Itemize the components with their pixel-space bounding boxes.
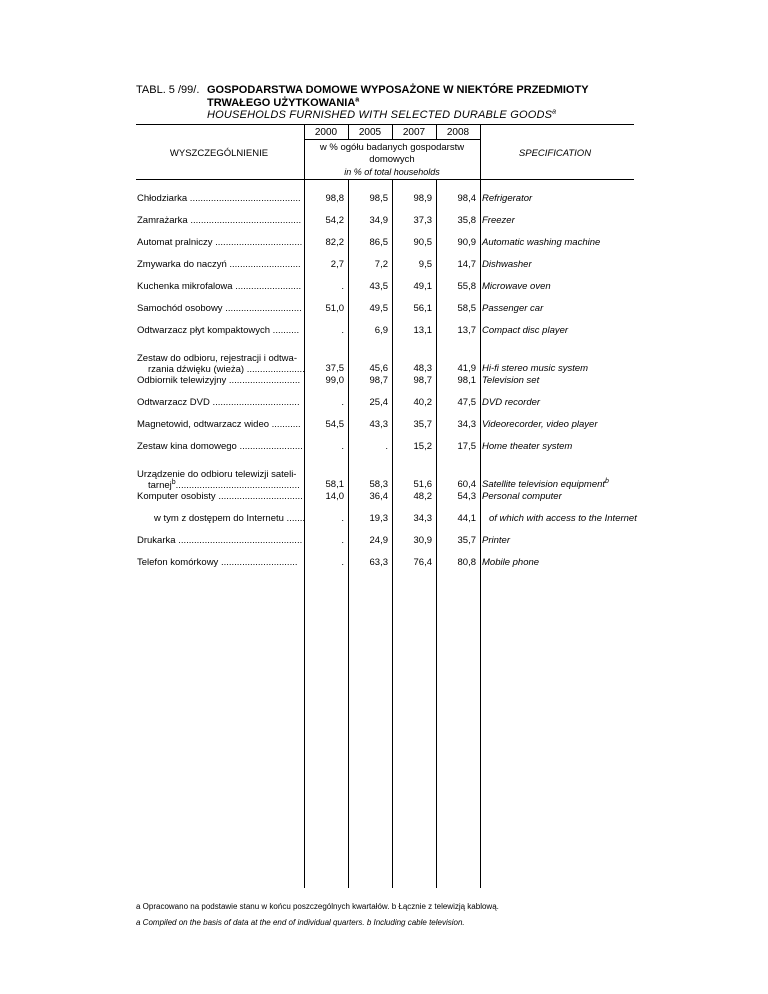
footnote-ref-b: b [171, 478, 176, 486]
row-label-english [482, 375, 539, 386]
row-label-line [137, 480, 300, 491]
cell-value-2008: 35,8 [457, 215, 476, 226]
row-label-english [482, 281, 551, 292]
cell-value-2000: 54,2 [325, 215, 344, 226]
row-label-english-text: Printer [482, 535, 510, 546]
table-title-english [207, 109, 556, 121]
cell-value-2005: 36,4 [369, 491, 388, 502]
row-label-english-text: Home theater system [482, 441, 573, 452]
row-label-polish [137, 281, 300, 292]
header-top-rule [136, 124, 634, 125]
row-label-polish [137, 375, 300, 386]
cell-value-2008: 44,1 [457, 513, 476, 524]
row-label-english [482, 237, 600, 248]
cell-value-2000: 14,0 [325, 491, 344, 502]
row-label-english-text: of which with access to the Internet [489, 513, 637, 524]
row-label-polish [137, 303, 300, 314]
cell-value-2005: 98,5 [369, 193, 388, 204]
cell-value-2000: . [341, 513, 344, 524]
cell-value-2005: 86,5 [369, 237, 388, 248]
row-label-english-text: Dishwasher [482, 259, 532, 270]
year-header: 2007 [402, 127, 426, 138]
cell-value-2008: 60,4 [457, 479, 476, 490]
cell-value-2008: 55,8 [457, 281, 476, 292]
column-rule-2 [348, 179, 349, 888]
row-label-polish [137, 469, 300, 491]
years-rule [304, 139, 480, 140]
row-label-english-text: Satellite television equipment [482, 479, 606, 490]
row-label-english [482, 193, 532, 204]
column-rule-1 [304, 124, 305, 888]
row-label-line: Komputer osobisty ................................ [137, 491, 303, 502]
row-label-line: Odtwarzacz płyt kompaktowych .......... [137, 325, 300, 336]
row-label-english [482, 491, 562, 502]
row-label-polish [137, 491, 303, 502]
cell-value-2000: 98,8 [325, 193, 344, 204]
cell-value-2000: . [341, 535, 344, 546]
row-label-line: w tym z dostępem do Internetu ....... [154, 513, 306, 524]
cell-value-2005: 6,9 [374, 325, 388, 336]
row-label-english [482, 363, 588, 374]
row-label-line: Zestaw do odbioru, rejestracji i odtwa- [137, 353, 297, 364]
row-label-english-text: Mobile phone [482, 557, 540, 568]
specification-header-english: SPECIFICATION [518, 148, 592, 159]
cell-value-2000: . [341, 441, 344, 452]
table-title-polish [207, 84, 627, 110]
row-label-english-text: Automatic washing machine [482, 237, 601, 248]
cell-value-2008: 58,5 [457, 303, 476, 314]
row-label-english [482, 557, 539, 568]
footnote-ref-a-en: a [552, 108, 557, 116]
cell-value-2005: 25,4 [369, 397, 388, 408]
row-label-english [482, 419, 597, 430]
row-label-english-text: Television set [482, 375, 540, 386]
cell-value-2005: 49,5 [369, 303, 388, 314]
cell-value-2005: 43,3 [369, 419, 388, 430]
cell-value-2007: 37,3 [413, 215, 432, 226]
cell-value-2008: 98,4 [457, 193, 476, 204]
cell-value-2007: 98,7 [413, 375, 432, 386]
cell-value-2007: 48,3 [413, 363, 432, 374]
header-bottom-rule [136, 179, 634, 180]
cell-value-2007: 30,9 [413, 535, 432, 546]
cell-value-2008: 14,7 [457, 259, 476, 270]
row-label-polish [137, 193, 300, 204]
cell-value-2005: 34,9 [369, 215, 388, 226]
cell-value-2008: 41,9 [457, 363, 476, 374]
cell-value-2000: 54,5 [325, 419, 344, 430]
cell-value-2005: 43,5 [369, 281, 388, 292]
cell-value-2000: 51,0 [325, 303, 344, 314]
cell-value-2008: 90,9 [457, 237, 476, 248]
footnote-polish: a Opracowano na podstawie stanu w końcu poszczególnych kwartałów. b Łącznie z telewizją kablową. [136, 902, 499, 911]
cell-value-2008: 47,5 [457, 397, 476, 408]
cell-value-2007: 49,1 [413, 281, 432, 292]
year-header: 2008 [446, 127, 470, 138]
cell-value-2000: 58,1 [325, 479, 344, 490]
cell-value-2007: 40,2 [413, 397, 432, 408]
cell-value-2000: . [341, 557, 344, 568]
row-label-english [489, 513, 637, 524]
cell-value-2008: 54,3 [457, 491, 476, 502]
row-label-line: Zmywarka do naczyń ........................... [137, 259, 301, 270]
cell-value-2007: 9,5 [418, 259, 432, 270]
cell-value-2005: 19,3 [369, 513, 388, 524]
row-label-english [482, 397, 540, 408]
row-label-line: Zamrażarka .......................................... [137, 215, 302, 226]
specification-header-polish: WYSZCZEGÓLNIENIE [169, 148, 269, 159]
row-label-english-text: Refrigerator [482, 193, 533, 204]
row-label-english [482, 259, 532, 270]
cell-value-2007: 34,3 [413, 513, 432, 524]
footnote-english: a Compiled on the basis of data at the end of individual quarters. b Including cable television. [136, 918, 465, 927]
column-rule-5 [480, 124, 481, 888]
row-label-english-text: Compact disc player [482, 325, 569, 336]
row-label-line: Magnetowid, odtwarzacz wideo ........... [137, 419, 301, 430]
row-label-line: Telefon komórkowy ............................. [137, 557, 298, 568]
cell-value-2000: 82,2 [325, 237, 344, 248]
cell-value-2005: . [385, 441, 388, 452]
cell-value-2007: 90,5 [413, 237, 432, 248]
row-label-line: Chłodziarka .......................................... [137, 193, 301, 204]
row-label-english [482, 303, 543, 314]
row-label-line: Zestaw kina domowego ........................ [137, 441, 303, 452]
cell-value-2008: 98,1 [457, 375, 476, 386]
cell-value-2007: 76,4 [413, 557, 432, 568]
cell-value-2000: 2,7 [330, 259, 344, 270]
row-label-english-text: Microwave oven [482, 281, 551, 292]
row-label-polish [137, 441, 303, 452]
cell-value-2008: 13,7 [457, 325, 476, 336]
row-label-line: Odtwarzacz DVD ................................. [137, 397, 300, 408]
table-number: TABL. 5 /99/. [136, 84, 200, 96]
column-rule-4 [436, 179, 437, 888]
table-title-english-text: HOUSEHOLDS FURNISHED WITH SELECTED DURABLE GOODS [207, 109, 553, 121]
cell-value-2007: 35,7 [413, 419, 432, 430]
cell-value-2008: 17,5 [457, 441, 476, 452]
row-label-english-text: Passenger car [482, 303, 544, 314]
table-title-polish-line1: GOSPODARSTWA DOMOWE WYPOSAŻONE W NIEKTÓRE PRZEDMIOTY [207, 84, 589, 96]
cell-value-2007: 56,1 [413, 303, 432, 314]
row-label-english [482, 215, 515, 226]
cell-value-2008: 80,8 [457, 557, 476, 568]
cell-value-2007: 13,1 [413, 325, 432, 336]
row-label-polish [154, 513, 317, 524]
cell-value-2005: 58,3 [369, 479, 388, 490]
cell-value-2000: . [341, 281, 344, 292]
unit-header-polish: w % ogółu badanych gospodarstw domowych [319, 142, 465, 165]
cell-value-2000: 37,5 [325, 363, 344, 374]
row-label-line: Odbiornik telewizyjny ........................... [137, 375, 301, 386]
row-label-polish [137, 215, 300, 226]
row-label-english-text: Freezer [482, 215, 515, 226]
row-label-english [482, 441, 572, 452]
cell-value-2000: 99,0 [325, 375, 344, 386]
footnote-ref-a: a [355, 96, 360, 104]
row-label-polish [137, 237, 303, 248]
row-label-english [482, 479, 609, 490]
row-label-english-text: Videorecorder, video player [482, 419, 598, 430]
unit-header-english: in % of total households [344, 167, 440, 177]
row-label-polish [137, 353, 305, 375]
year-header: 2000 [314, 127, 338, 138]
row-label-polish [137, 419, 300, 430]
row-label-line: Samochód osobowy ............................. [137, 303, 302, 314]
row-label-polish [137, 535, 303, 546]
cell-value-2005: 45,6 [369, 363, 388, 374]
footnote-ref-b-en: b [605, 477, 609, 485]
row-label-polish [137, 325, 300, 336]
row-label-english [482, 535, 510, 546]
row-label-polish [137, 259, 300, 270]
cell-value-2000: . [341, 325, 344, 336]
cell-value-2005: 7,2 [374, 259, 388, 270]
row-label-english-text: Hi-fi stereo music system [482, 363, 589, 374]
cell-value-2008: 35,7 [457, 535, 476, 546]
row-label-line-text: rzania dźwięku (wieża) ...................... [148, 364, 305, 375]
row-label-line: Automat pralniczy ................................. [137, 237, 303, 248]
cell-value-2008: 34,3 [457, 419, 476, 430]
table-title-polish-line2-text: TRWAŁEGO UŻYTKOWANIA [207, 97, 356, 109]
column-rule-3 [392, 179, 393, 888]
cell-value-2007: 48,2 [413, 491, 432, 502]
row-label-english-text: Personal computer [482, 491, 562, 502]
row-label-line: Drukarka ............................................... [137, 535, 303, 546]
row-label-line: Kuchenka mikrofalowa ......................... [137, 281, 302, 292]
cell-value-2005: 24,9 [369, 535, 388, 546]
cell-value-2007: 51,6 [413, 479, 432, 490]
cell-value-2005: 63,3 [369, 557, 388, 568]
cell-value-2007: 15,2 [413, 441, 432, 452]
row-label-english-text: DVD recorder [482, 397, 541, 408]
cell-value-2007: 98,9 [413, 193, 432, 204]
row-label-dots: ............................................... [175, 480, 300, 491]
row-label-english [482, 325, 568, 336]
row-label-line: Urządzenie do odbioru telewizji sateli- [137, 469, 297, 480]
cell-value-2005: 98,7 [369, 375, 388, 386]
year-header: 2005 [358, 127, 382, 138]
row-label-polish [137, 557, 300, 568]
row-label-line-text: tarnej [148, 480, 172, 491]
row-label-line [137, 364, 305, 375]
row-label-polish [137, 397, 300, 408]
cell-value-2000: . [341, 397, 344, 408]
